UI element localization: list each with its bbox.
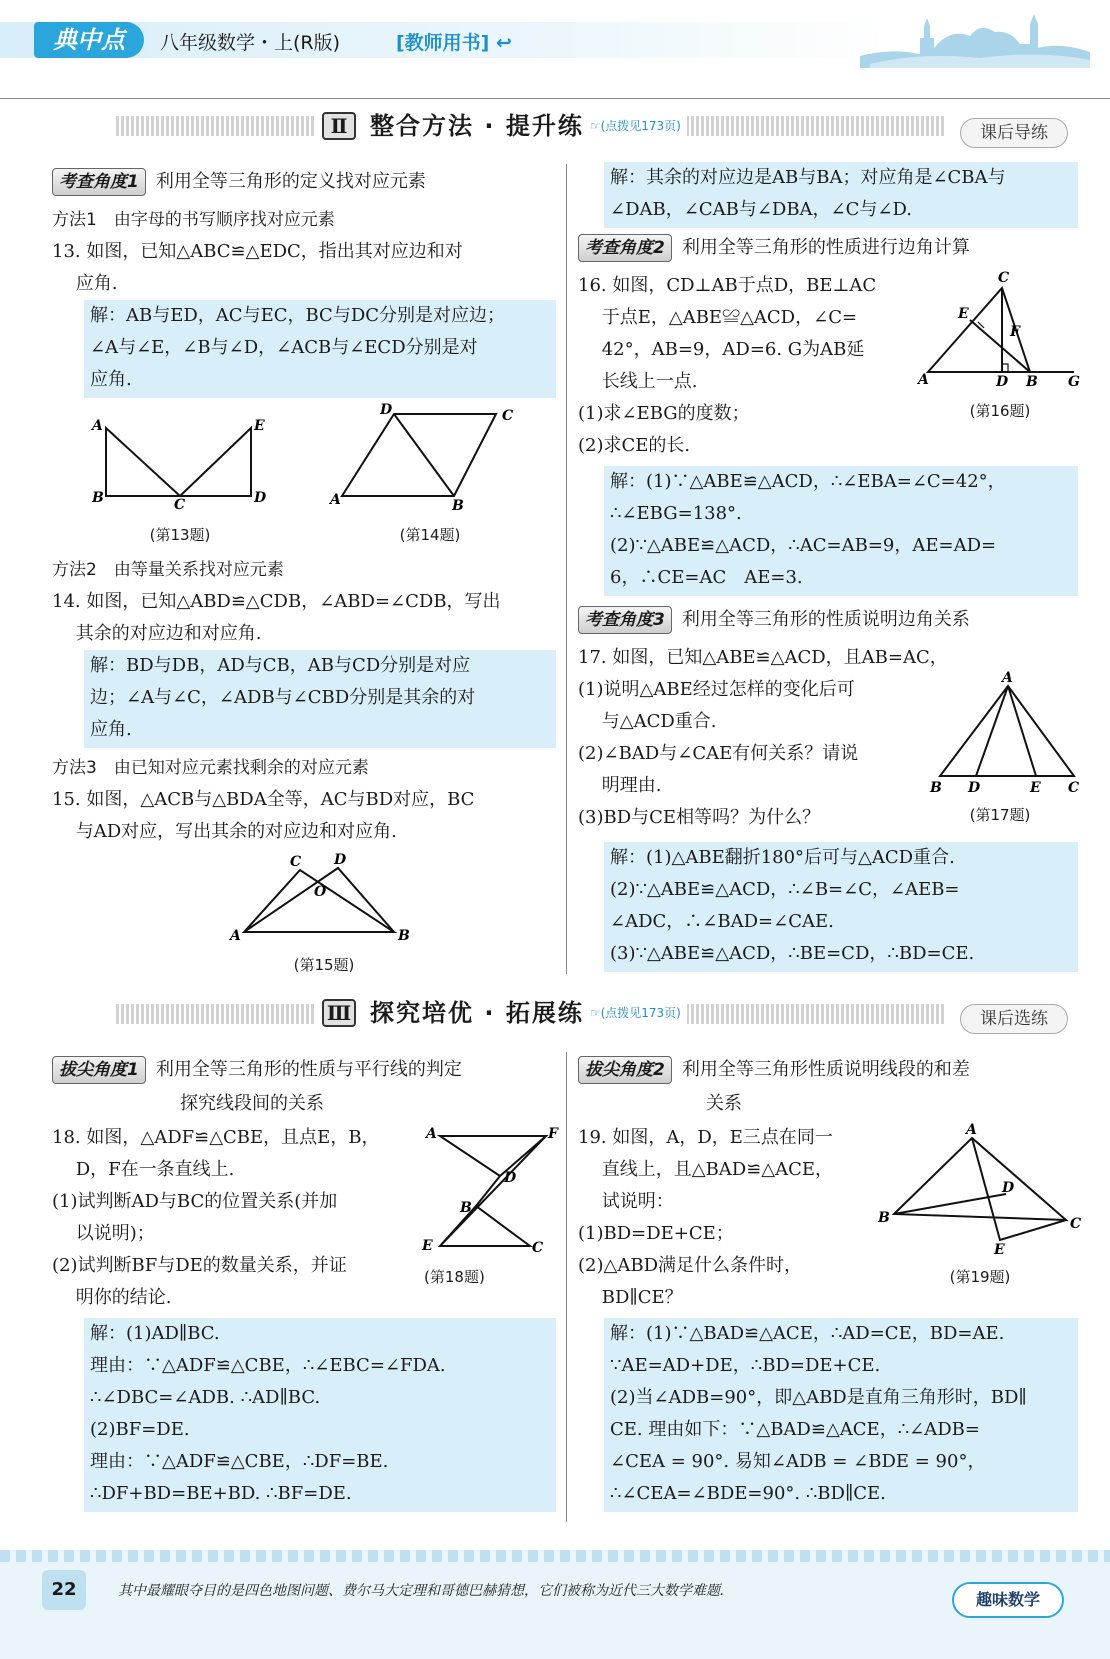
section-2-hint [590,109,681,143]
answer-line: (2)∵△ABE≌△ACD，∴∠B=∠C，∠AEB= [610,879,960,900]
answer-17 [604,842,1078,972]
answer-line: ∵AE=AD+DE，∴BD=DE+CE. [610,1355,881,1376]
caption-17: (第17题) [969,806,1031,824]
svg-text:A: A [230,928,241,944]
svg-text:C: C [1068,780,1080,796]
svg-text:D: D [968,780,981,796]
answer-line: 应角. [90,719,132,740]
answer-16 [604,466,1078,596]
q19-line-1: 直线上，且△BAD≌△ACE， [578,1159,834,1180]
svg-text:A: A [1002,670,1013,686]
svg-text:B: B [92,490,104,506]
svg-text:B: B [1026,374,1038,390]
method-2: 方法2 由等量关系找对应元素 [52,560,284,580]
answer-18 [84,1318,556,1512]
topic-badge: 考查角度1 [52,168,146,196]
q19-line-0: 19. 如图，A，D，E三点在同一 [578,1127,833,1148]
caption-18: (第18题) [424,1268,485,1286]
answer-line: ∠CEA = 90°. 易知∠ADB = ∠BDE = 90°， [610,1451,986,1472]
q17-sub-3: 明理由. [578,775,662,796]
answer-line: CE. 理由如下：∵△BAD≌△ACE，∴∠ADB= [610,1419,980,1440]
topic-badge: 考查角度2 [578,234,672,262]
svg-text:B: B [452,498,464,514]
topic-text: 利用全等三角形的性质与平行线的判定 [155,1059,462,1080]
svg-text:B: B [878,1210,890,1226]
caption-15: (第15题) [293,956,355,974]
footer-wave [0,1550,1110,1562]
right-badge-row-3 [578,606,970,634]
caption-19: (第19题) [949,1268,1011,1286]
answer-line: ∠ADC，∴∠BAD=∠CAE. [610,911,834,932]
section-3-tag: 课后选练 [960,1004,1068,1034]
answer-line: ∴∠EBG=138°. [610,503,742,524]
figure-19 [876,1122,1082,1258]
pointing-hand-icon: ☞ [589,119,601,133]
answer-line: 解：(1)∵△BAD≌△ACE，∴AD=CE，BD=AE. [610,1323,1005,1344]
topic-badge: 考查角度3 [578,606,672,634]
answer-line: 解：(1)△ABE翻折180°后可与△ACD重合. [610,847,955,868]
left-badge-row-1 [52,168,426,196]
figure-18 [418,1122,562,1256]
figure-15 [228,852,418,942]
method-1: 方法1 由字母的书写顺序找对应元素 [52,210,335,230]
pointing-hand-icon: ☞ [589,1006,601,1020]
q17-sub-1: 与△ACD重合. [578,711,717,732]
q18-line-5: 明你的结论. [52,1287,172,1308]
section-2-title: 整合方法 · 提升练 [370,112,584,140]
q18-line-3: 以说明)； [52,1223,155,1244]
svg-text:F: F [1010,324,1020,340]
svg-text:D: D [254,490,267,506]
svg-text:A: A [426,1126,437,1142]
city-skyline-icon [860,8,1090,68]
topic-text: 利用全等三角形的定义找对应元素 [155,171,426,192]
method-3: 方法3 由已知对应元素找剩余的对应元素 [52,758,369,778]
q15-line-1: 与AD对应，写出其余的对应边和对应角. [52,821,397,842]
svg-text:E: E [422,1238,433,1254]
topic-text-2: 关系 [706,1093,742,1114]
topic-badge: 拔尖角度1 [52,1056,146,1084]
q16-line-0: 16. 如图，CD⊥AB于点D，BE⊥AC [578,275,877,296]
answer-line: 6，∴CE=AC AE=3. [610,567,803,588]
q18-line-4: (2)试判断BF与DE的数量关系，并证 [52,1255,347,1276]
answer-14 [84,650,556,748]
svg-text:C: C [290,854,302,870]
answer-line: 理由：∵△ADF≌△CBE，∴DF=BE. [90,1451,389,1472]
q19-line-4: (2)△ABD满足什么条件时， [578,1255,802,1276]
section-2-hint-text: (点拨见173页) [600,119,681,133]
svg-text:G: G [1068,374,1080,390]
answer-line: ∴∠CEA=∠BDE=90°. ∴BD∥CE. [610,1483,886,1504]
svg-text:A: A [918,372,929,388]
q13-line-1: 应角. [52,273,118,294]
svg-text:C: C [532,1240,544,1256]
svg-text:E: E [994,1242,1005,1258]
svg-text:A: A [330,492,341,508]
answer-15 [604,162,1078,228]
column-divider-top [566,164,567,974]
figure-14 [326,400,536,512]
svg-text:E: E [958,306,969,322]
answer-line: (2)∵△ABE≌△ACD，∴AC=AB=9，AE=AD= [610,535,997,556]
column-divider-bottom [566,1052,567,1522]
svg-text:D: D [1002,1180,1015,1196]
answer-line: 理由：∵△ADF≌△CBE，∴∠EBC=∠FDA. [90,1355,446,1376]
topic-text-2: 探究线段间的关系 [180,1093,324,1114]
answer-line: (3)∵△ABE≌△ACD，∴BE=CD，∴BD=CE. [610,943,975,964]
left-badge-row-4 [52,1056,462,1084]
section-3-title: 探究培优 · 拓展练 [370,999,584,1027]
caption-16: (第16题) [969,402,1031,420]
page-number: 22 [42,1570,86,1610]
q17-sub-0: (1)说明△ABE经过怎样的变化后可 [578,679,855,700]
section-2-tag: 课后导练 [960,118,1068,148]
svg-text:A: A [966,1122,977,1138]
svg-text:O: O [314,884,327,900]
brand-logo: 典中点 [34,22,144,58]
q18-line-2: (1)试判断AD与BC的位置关系(并加 [52,1191,338,1212]
answer-13 [84,300,556,398]
svg-text:C: C [174,497,186,513]
q15-line-0: 15. 如图，△ACB与△BDA全等，AC与BD对应，BC [52,789,475,810]
svg-text:F: F [548,1126,558,1142]
answer-line: (2)BF=DE. [90,1419,190,1440]
svg-text:E: E [254,418,265,434]
q14-line-1: 其余的对应边和对应角. [52,623,262,644]
svg-text:D: D [334,852,347,868]
answer-line: 应角. [90,369,132,390]
figure-13 [88,410,278,513]
answer-line: 解：BD与DB，AD与CB，AB与CD分别是对应 [90,655,471,676]
svg-text:D: D [996,374,1009,390]
right-badge-row-2 [578,234,970,262]
q17-sub-2: (2)∠BAD与∠CAE有何关系？请说 [578,743,859,764]
svg-text:D: D [504,1170,517,1186]
q13-line-0: 13. 如图，已知△ABC≌△EDC，指出其对应边和对 [52,241,463,262]
svg-text:B: B [398,928,410,944]
teacher-text: [教师用书] [396,32,490,54]
caption-13: (第13题) [149,526,211,544]
topic-text: 利用全等三角形性质说明线段的和差 [681,1059,970,1080]
svg-text:C: C [502,408,514,424]
answer-line: 边；∠A与∠C，∠ADB与∠CBD分别是其余的对 [90,687,476,708]
svg-text:D: D [380,402,393,418]
figure-17 [926,672,1082,794]
section-3-heading [316,996,687,1030]
header-rule [0,98,1110,99]
section-2-heading [316,109,687,143]
q16-line-2: 42°，AB=9，AD=6. G为AB延 [578,339,865,360]
answer-line: 解：其余的对应边是AB与BA；对应角是∠CBA与 [610,167,1006,188]
section-3-number: Ⅲ [322,999,356,1027]
svg-text:A: A [92,418,103,434]
topic-text: 利用全等三角形的性质进行边角计算 [681,237,970,258]
right-badge-row-4 [578,1056,970,1084]
section-3-hint-text: (点拨见173页) [600,1006,681,1020]
q16-line-1: 于点E，△ABE≌△ACD，∠C= [578,307,858,328]
page-footer [0,1550,1110,1659]
caption-14: (第14题) [399,526,461,544]
answer-line: ∴DF+BD=BE+BD. ∴BF=DE. [90,1483,352,1504]
answer-line: ∴∠DBC=∠ADB. ∴AD∥BC. [90,1387,321,1408]
answer-line: (2)当∠ADB=90°，即△ABD是直角三角形时，BD∥ [610,1387,1027,1408]
q19-line-3: (1)BD=DE+CE； [578,1223,734,1244]
back-arrow-icon: ↩ [496,32,512,54]
q19-line-5: BD∥CE？ [578,1287,683,1308]
svg-text:E: E [1030,780,1041,796]
q14-line-0: 14. 如图，已知△ABD≌△CDB，∠ABD=∠CDB，写出 [52,591,501,612]
svg-text:C: C [998,270,1010,286]
answer-line: 解：(1)AD∥BC. [90,1323,220,1344]
answer-line: 解：(1)∵△ABE≌△ACD，∴∠EBA=∠C=42°， [610,471,1006,492]
q16-sub-2: (2)求CE的长. [578,435,691,456]
svg-text:B: B [930,780,942,796]
q17-line: 17. 如图，已知△ABE≌△ACD，且AB=AC， [578,647,948,668]
answer-line: ∠A与∠E，∠B与∠D，∠ACB与∠ECD分别是对 [90,337,478,358]
grade-label: 八年级数学・上(R版) [160,32,341,54]
section-2-number: Ⅱ [322,112,356,140]
answer-19 [604,1318,1078,1512]
teacher-label [396,28,512,55]
topic-badge: 拔尖角度2 [578,1056,672,1084]
svg-text:B: B [460,1200,472,1216]
q18-line-0: 18. 如图，△ADF≌△CBE，且点E，B， [52,1127,380,1148]
q18-line-1: D，F在一条直线上. [52,1159,235,1180]
q19-line-2: 试说明： [578,1191,674,1212]
fun-math-logo: 趣味数学 [952,1582,1064,1618]
svg-text:C: C [1070,1216,1082,1232]
topic-text: 利用全等三角形的性质说明边角关系 [681,609,970,630]
figure-16 [918,268,1084,388]
q17-sub-4: (3)BD与CE相等吗？为什么？ [578,807,821,828]
q16-line-3: 长线上一点. [578,371,698,392]
section-3-hint [590,996,681,1030]
footer-note: 其中最耀眼夺目的是四色地图问题、费尔马大定理和哥德巴赫猜想，它们被称为近代三大数学难题. [118,1583,725,1599]
page-header [0,0,1110,78]
q16-sub-1: (1)求∠EBG的度数； [578,403,750,424]
answer-line: ∠DAB，∠CAB与∠DBA，∠C与∠D. [610,199,913,220]
answer-line: 解：AB与ED，AC与EC，BC与DC分别是对应边； [90,305,506,326]
